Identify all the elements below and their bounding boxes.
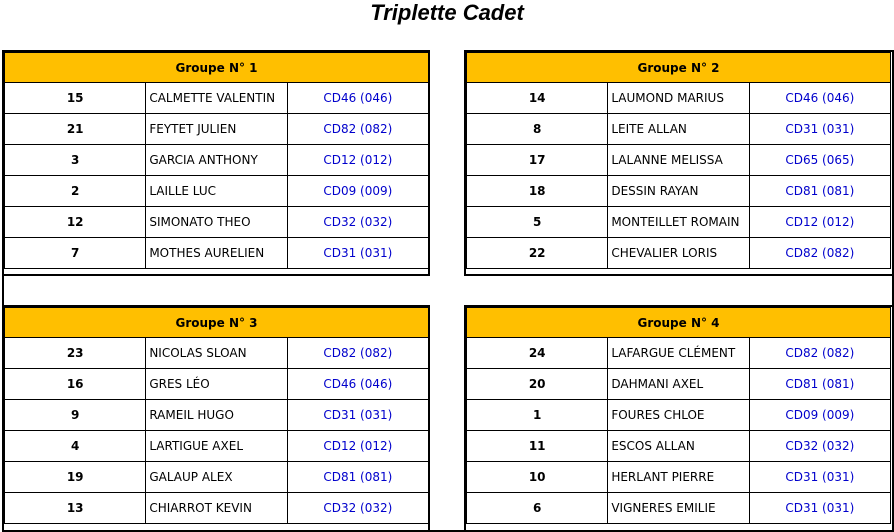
player-committee: CD46 (046)	[287, 83, 428, 114]
player-committee: CD31 (031)	[749, 114, 890, 145]
player-number: 8	[467, 114, 608, 145]
table-row	[467, 338, 891, 369]
player-number: 19	[5, 462, 146, 493]
divider-horizontal-right-bottom	[464, 305, 894, 307]
player-committee: CD09 (009)	[287, 176, 428, 207]
player-name: NICOLAS SLOAN	[146, 338, 287, 369]
player-number: 21	[5, 114, 146, 145]
player-name: LALANNE MELISSA	[608, 145, 749, 176]
player-name: GARCIA ANTHONY	[146, 145, 287, 176]
player-name: GALAUP ALEX	[146, 462, 287, 493]
player-committee: CD46 (046)	[749, 83, 890, 114]
group-table-3	[4, 307, 429, 524]
player-number: 12	[5, 207, 146, 238]
table-row	[467, 462, 891, 493]
player-name: DAHMANI AXEL	[608, 369, 749, 400]
player-number: 4	[5, 431, 146, 462]
player-committee: CD32 (032)	[287, 207, 428, 238]
player-committee: CD32 (032)	[287, 493, 428, 524]
player-committee: CD31 (031)	[749, 493, 890, 524]
player-committee: CD32 (032)	[749, 431, 890, 462]
group-header: Groupe N° 3	[5, 308, 429, 338]
player-name: CHEVALIER LORIS	[608, 238, 749, 269]
player-number: 9	[5, 400, 146, 431]
divider-vertical-right-bottom	[464, 305, 466, 531]
player-committee: CD31 (031)	[749, 462, 890, 493]
player-number: 5	[467, 207, 608, 238]
player-committee: CD82 (082)	[749, 238, 890, 269]
player-name: LAUMOND MARIUS	[608, 83, 749, 114]
player-committee: CD82 (082)	[287, 114, 428, 145]
player-committee: CD81 (081)	[287, 462, 428, 493]
table-row	[5, 400, 429, 431]
divider-horizontal-left-bottom	[2, 305, 430, 307]
table-row	[5, 176, 429, 207]
player-name: VIGNERES EMILIE	[608, 493, 749, 524]
player-committee: CD31 (031)	[287, 238, 428, 269]
player-committee: CD82 (082)	[749, 338, 890, 369]
group-table-2	[466, 52, 891, 269]
player-name: MONTEILLET ROMAIN	[608, 207, 749, 238]
table-row	[467, 238, 891, 269]
player-number: 2	[5, 176, 146, 207]
table-row	[467, 176, 891, 207]
player-committee: CD12 (012)	[749, 207, 890, 238]
player-name: RAMEIL HUGO	[146, 400, 287, 431]
player-number: 6	[467, 493, 608, 524]
table-row	[467, 145, 891, 176]
player-number: 11	[467, 431, 608, 462]
player-number: 1	[467, 400, 608, 431]
player-name: LARTIGUE AXEL	[146, 431, 287, 462]
table-row	[5, 145, 429, 176]
player-number: 14	[467, 83, 608, 114]
table-row	[467, 114, 891, 145]
player-number: 15	[5, 83, 146, 114]
player-number: 13	[5, 493, 146, 524]
group-table-4	[466, 307, 891, 524]
group-header: Groupe N° 2	[467, 53, 891, 83]
player-committee: CD46 (046)	[287, 369, 428, 400]
player-number: 22	[467, 238, 608, 269]
player-number: 24	[467, 338, 608, 369]
table-row	[467, 207, 891, 238]
player-committee: CD09 (009)	[749, 400, 890, 431]
table-row	[5, 238, 429, 269]
player-committee: CD81 (081)	[749, 176, 890, 207]
divider-vertical-left	[428, 50, 430, 276]
player-number: 16	[5, 369, 146, 400]
table-row	[467, 83, 891, 114]
player-name: LAFARGUE CLÉMENT	[608, 338, 749, 369]
player-name: DESSIN RAYAN	[608, 176, 749, 207]
player-number: 23	[5, 338, 146, 369]
player-committee: CD82 (082)	[287, 338, 428, 369]
table-row	[467, 369, 891, 400]
player-number: 3	[5, 145, 146, 176]
player-number: 18	[467, 176, 608, 207]
player-committee: CD12 (012)	[287, 431, 428, 462]
divider-horizontal-left	[2, 274, 430, 276]
divider-horizontal-right	[464, 274, 894, 276]
player-name: MOTHES AURELIEN	[146, 238, 287, 269]
player-committee: CD31 (031)	[287, 400, 428, 431]
player-name: LAILLE LUC	[146, 176, 287, 207]
divider-vertical-left-bottom	[428, 305, 430, 531]
player-number: 17	[467, 145, 608, 176]
divider-vertical-right	[464, 50, 466, 276]
player-committee: CD12 (012)	[287, 145, 428, 176]
player-name: ESCOS ALLAN	[608, 431, 749, 462]
table-row	[467, 493, 891, 524]
table-row	[5, 462, 429, 493]
player-name: FEYTET JULIEN	[146, 114, 287, 145]
player-number: 20	[467, 369, 608, 400]
table-row	[467, 431, 891, 462]
player-name: CALMETTE VALENTIN	[146, 83, 287, 114]
player-name: LEITE ALLAN	[608, 114, 749, 145]
group-header: Groupe N° 1	[5, 53, 429, 83]
player-name: CHIARROT KEVIN	[146, 493, 287, 524]
player-name: HERLANT PIERRE	[608, 462, 749, 493]
player-committee: CD81 (081)	[749, 369, 890, 400]
table-row	[5, 114, 429, 145]
table-row	[5, 338, 429, 369]
table-row	[467, 400, 891, 431]
page-title: Triplette Cadet	[370, 0, 524, 25]
table-row	[5, 369, 429, 400]
player-name: GRES LÉO	[146, 369, 287, 400]
table-row	[5, 493, 429, 524]
table-row	[5, 83, 429, 114]
group-header: Groupe N° 4	[467, 308, 891, 338]
player-name: SIMONATO THEO	[146, 207, 287, 238]
table-row	[5, 431, 429, 462]
player-committee: CD65 (065)	[749, 145, 890, 176]
player-number: 10	[467, 462, 608, 493]
table-row	[5, 207, 429, 238]
group-table-1	[4, 52, 429, 269]
player-number: 7	[5, 238, 146, 269]
player-name: FOURES CHLOE	[608, 400, 749, 431]
